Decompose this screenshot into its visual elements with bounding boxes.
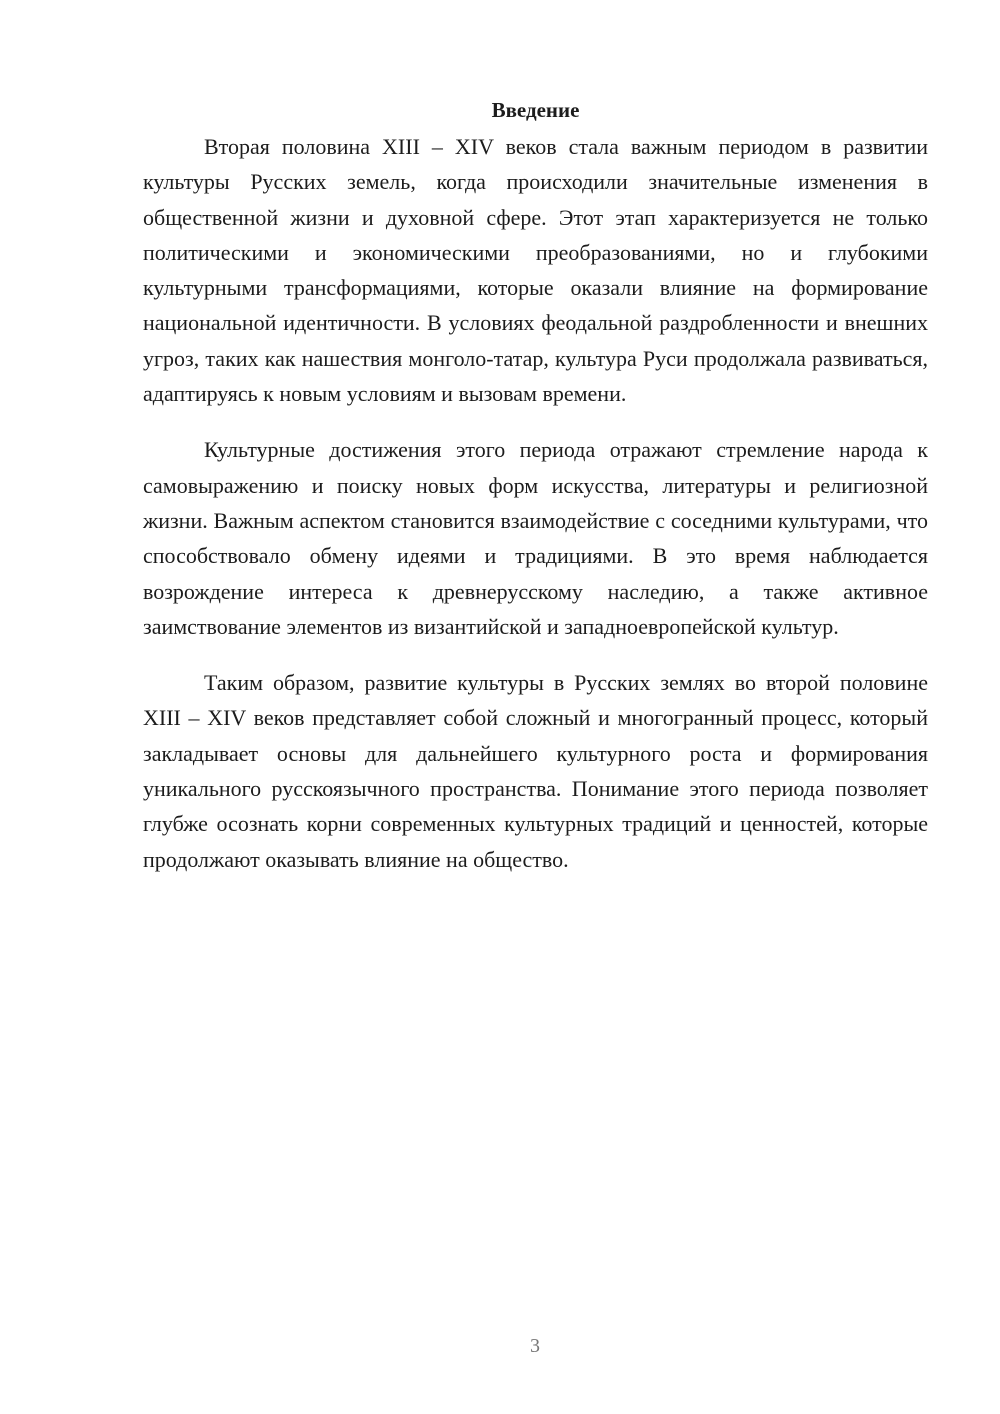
paragraph-3: Таким образом, развитие культуры в Русских землях во второй половине XIII – XIV веков представляет собой сложный и многогранный процесс, который закладывает основы для дальнейшего культурного роста и формирования уникального русскоязычного пространства. Понимание этого периода позволяет глубже осознать корни современных культурных традиций и ценностей, которые продолжают оказывать влияние на общество. [143,670,928,872]
paragraph-2: Культурные достижения этого периода отражают стремление народа к самовыражению и поиску новых форм искусства, литературы и религиозной жизни. Важным аспектом становится взаимодействие с соседними культурами, что способствовало обмену идеями и традициями. В это время наблюдается возрождение интереса к древнерусскому наследию, а также активное заимствование элементов из византийской и западноевропейской культур. [143,437,928,639]
paragraph-1: Вторая половина XIII – XIV веков стала важным периодом в развитии культуры Русских земель, когда происходили значительные изменения в общественной жизни и духовной сфере. Этот этап характеризуется не только политическими и экономическими преобразованиями, но и глубокими культурными трансформациями, которые оказали влияние на формирование национальной идентичности. В условиях феодальной раздробленности и внешних угроз, таких как нашествия монголо-татар, культура Руси продолжала развиваться, адаптируясь к новым условиям и вызовам времени. [143,134,928,407]
page-number: 3 [530,1335,540,1357]
page-content [143,95,928,877]
section-heading: Введение [491,98,580,122]
